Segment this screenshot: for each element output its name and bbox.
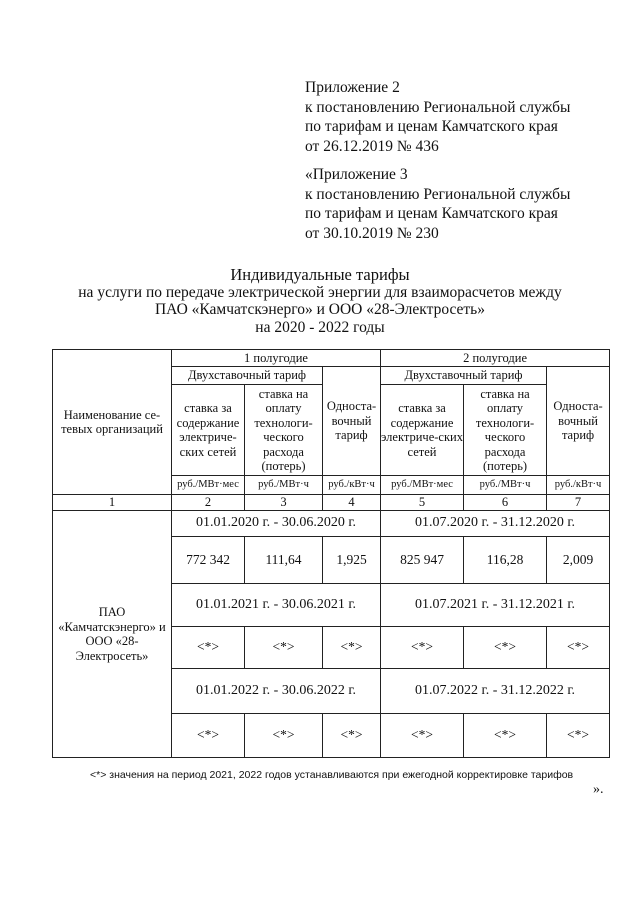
header-maintenance-rate: ставка за содержание электриче-ских сетей <box>381 385 464 476</box>
value-cell: <*> <box>464 627 547 669</box>
value-cell: <*> <box>547 627 610 669</box>
value-cell: <*> <box>172 627 245 669</box>
value-cell: 111,64 <box>245 537 323 584</box>
header-loss-rate: ставка на оплату технологи-ческого расхода (потерь) <box>464 385 547 476</box>
column-number: 5 <box>381 495 464 511</box>
column-number: 7 <box>547 495 610 511</box>
value-cell: <*> <box>381 627 464 669</box>
header-first-half: 1 полугодие <box>172 350 381 367</box>
unit-cell: руб./МВт·мес <box>381 476 464 495</box>
footnote: <*> значения на период 2021, 2022 годов устанавливаются при ежегодной корректировке тарифов <box>90 769 574 781</box>
header-single-rate-tariff: Односта-вочный тариф <box>323 367 381 476</box>
value-cell: 825 947 <box>381 537 464 584</box>
appendix-line: к постановлению Региональной службы <box>305 98 571 116</box>
amended-appendix-reference <box>305 165 570 243</box>
organization-name: ПАО «Камчатскэнерго» и ООО «28-Электросеть» <box>53 511 172 758</box>
value-cell: <*> <box>245 627 323 669</box>
unit-cell: руб./кВт·ч <box>323 476 381 495</box>
title-line: на 2020 - 2022 годы <box>255 318 385 336</box>
unit-cell: руб./МВт·ч <box>464 476 547 495</box>
document-title <box>0 266 640 336</box>
header-loss-rate: ставка на оплату технологи-ческого расхода (потерь) <box>245 385 323 476</box>
title-line: ПАО «Камчатскэнерго» и ООО «28-Электросеть» <box>154 301 486 318</box>
value-cell: <*> <box>323 627 381 669</box>
value-cell: <*> <box>245 714 323 758</box>
value-cell: <*> <box>381 714 464 758</box>
appendix-line: к постановлению Региональной службы <box>305 185 571 203</box>
value-cell: 772 342 <box>172 537 245 584</box>
column-number: 2 <box>172 495 245 511</box>
column-number: 3 <box>245 495 323 511</box>
period-second-half: 01.07.2020 г. - 31.12.2020 г. <box>381 511 610 537</box>
value-cell: <*> <box>464 714 547 758</box>
column-number: 4 <box>323 495 381 511</box>
header-org-name: Наименование се-тевых организаций <box>53 350 172 495</box>
period-first-half: 01.01.2022 г. - 30.06.2022 г. <box>172 669 381 714</box>
value-cell: <*> <box>547 714 610 758</box>
value-cell: <*> <box>323 714 381 758</box>
closing-quote: ». <box>593 782 604 797</box>
period-second-half: 01.07.2022 г. - 31.12.2022 г. <box>381 669 610 714</box>
appendix-line: по тарифам и ценам Камчатского края <box>305 205 558 222</box>
title-line: на услуги по передаче электрической энергии для взаиморасчетов между <box>78 283 562 301</box>
appendix-line: от 30.10.2019 № 230 <box>305 224 439 242</box>
column-number: 6 <box>464 495 547 511</box>
period-first-half: 01.01.2020 г. - 30.06.2020 г. <box>172 511 381 537</box>
period-second-half: 01.07.2021 г. - 31.12.2021 г. <box>381 584 610 627</box>
value-cell: 2,009 <box>547 537 610 584</box>
header-two-rate-tariff: Двухставочный тариф <box>381 367 547 385</box>
unit-cell: руб./кВт·ч <box>547 476 610 495</box>
tariff-table <box>52 349 610 758</box>
header-maintenance-rate: ставка за содержание электриче-ских сетей <box>172 385 245 476</box>
value-cell: <*> <box>172 714 245 758</box>
appendix-line: по тарифам и ценам Камчатского края <box>305 118 558 135</box>
column-number: 1 <box>53 495 172 511</box>
period-first-half: 01.01.2021 г. - 30.06.2021 г. <box>172 584 381 627</box>
title-line: Индивидуальные тарифы <box>230 265 410 284</box>
value-cell: 1,925 <box>323 537 381 584</box>
appendix-reference <box>305 78 570 156</box>
unit-cell: руб./МВт·мес <box>172 476 245 495</box>
unit-cell: руб./МВт·ч <box>245 476 323 495</box>
value-cell: 116,28 <box>464 537 547 584</box>
header-single-rate-tariff: Односта-вочный тариф <box>547 367 610 476</box>
appendix-line: от 26.12.2019 № 436 <box>305 137 439 155</box>
appendix-line: Приложение 2 <box>305 79 400 96</box>
header-two-rate-tariff: Двухставочный тариф <box>172 367 323 385</box>
header-second-half: 2 полугодие <box>381 350 610 367</box>
appendix-line: «Приложение 3 <box>305 166 408 183</box>
